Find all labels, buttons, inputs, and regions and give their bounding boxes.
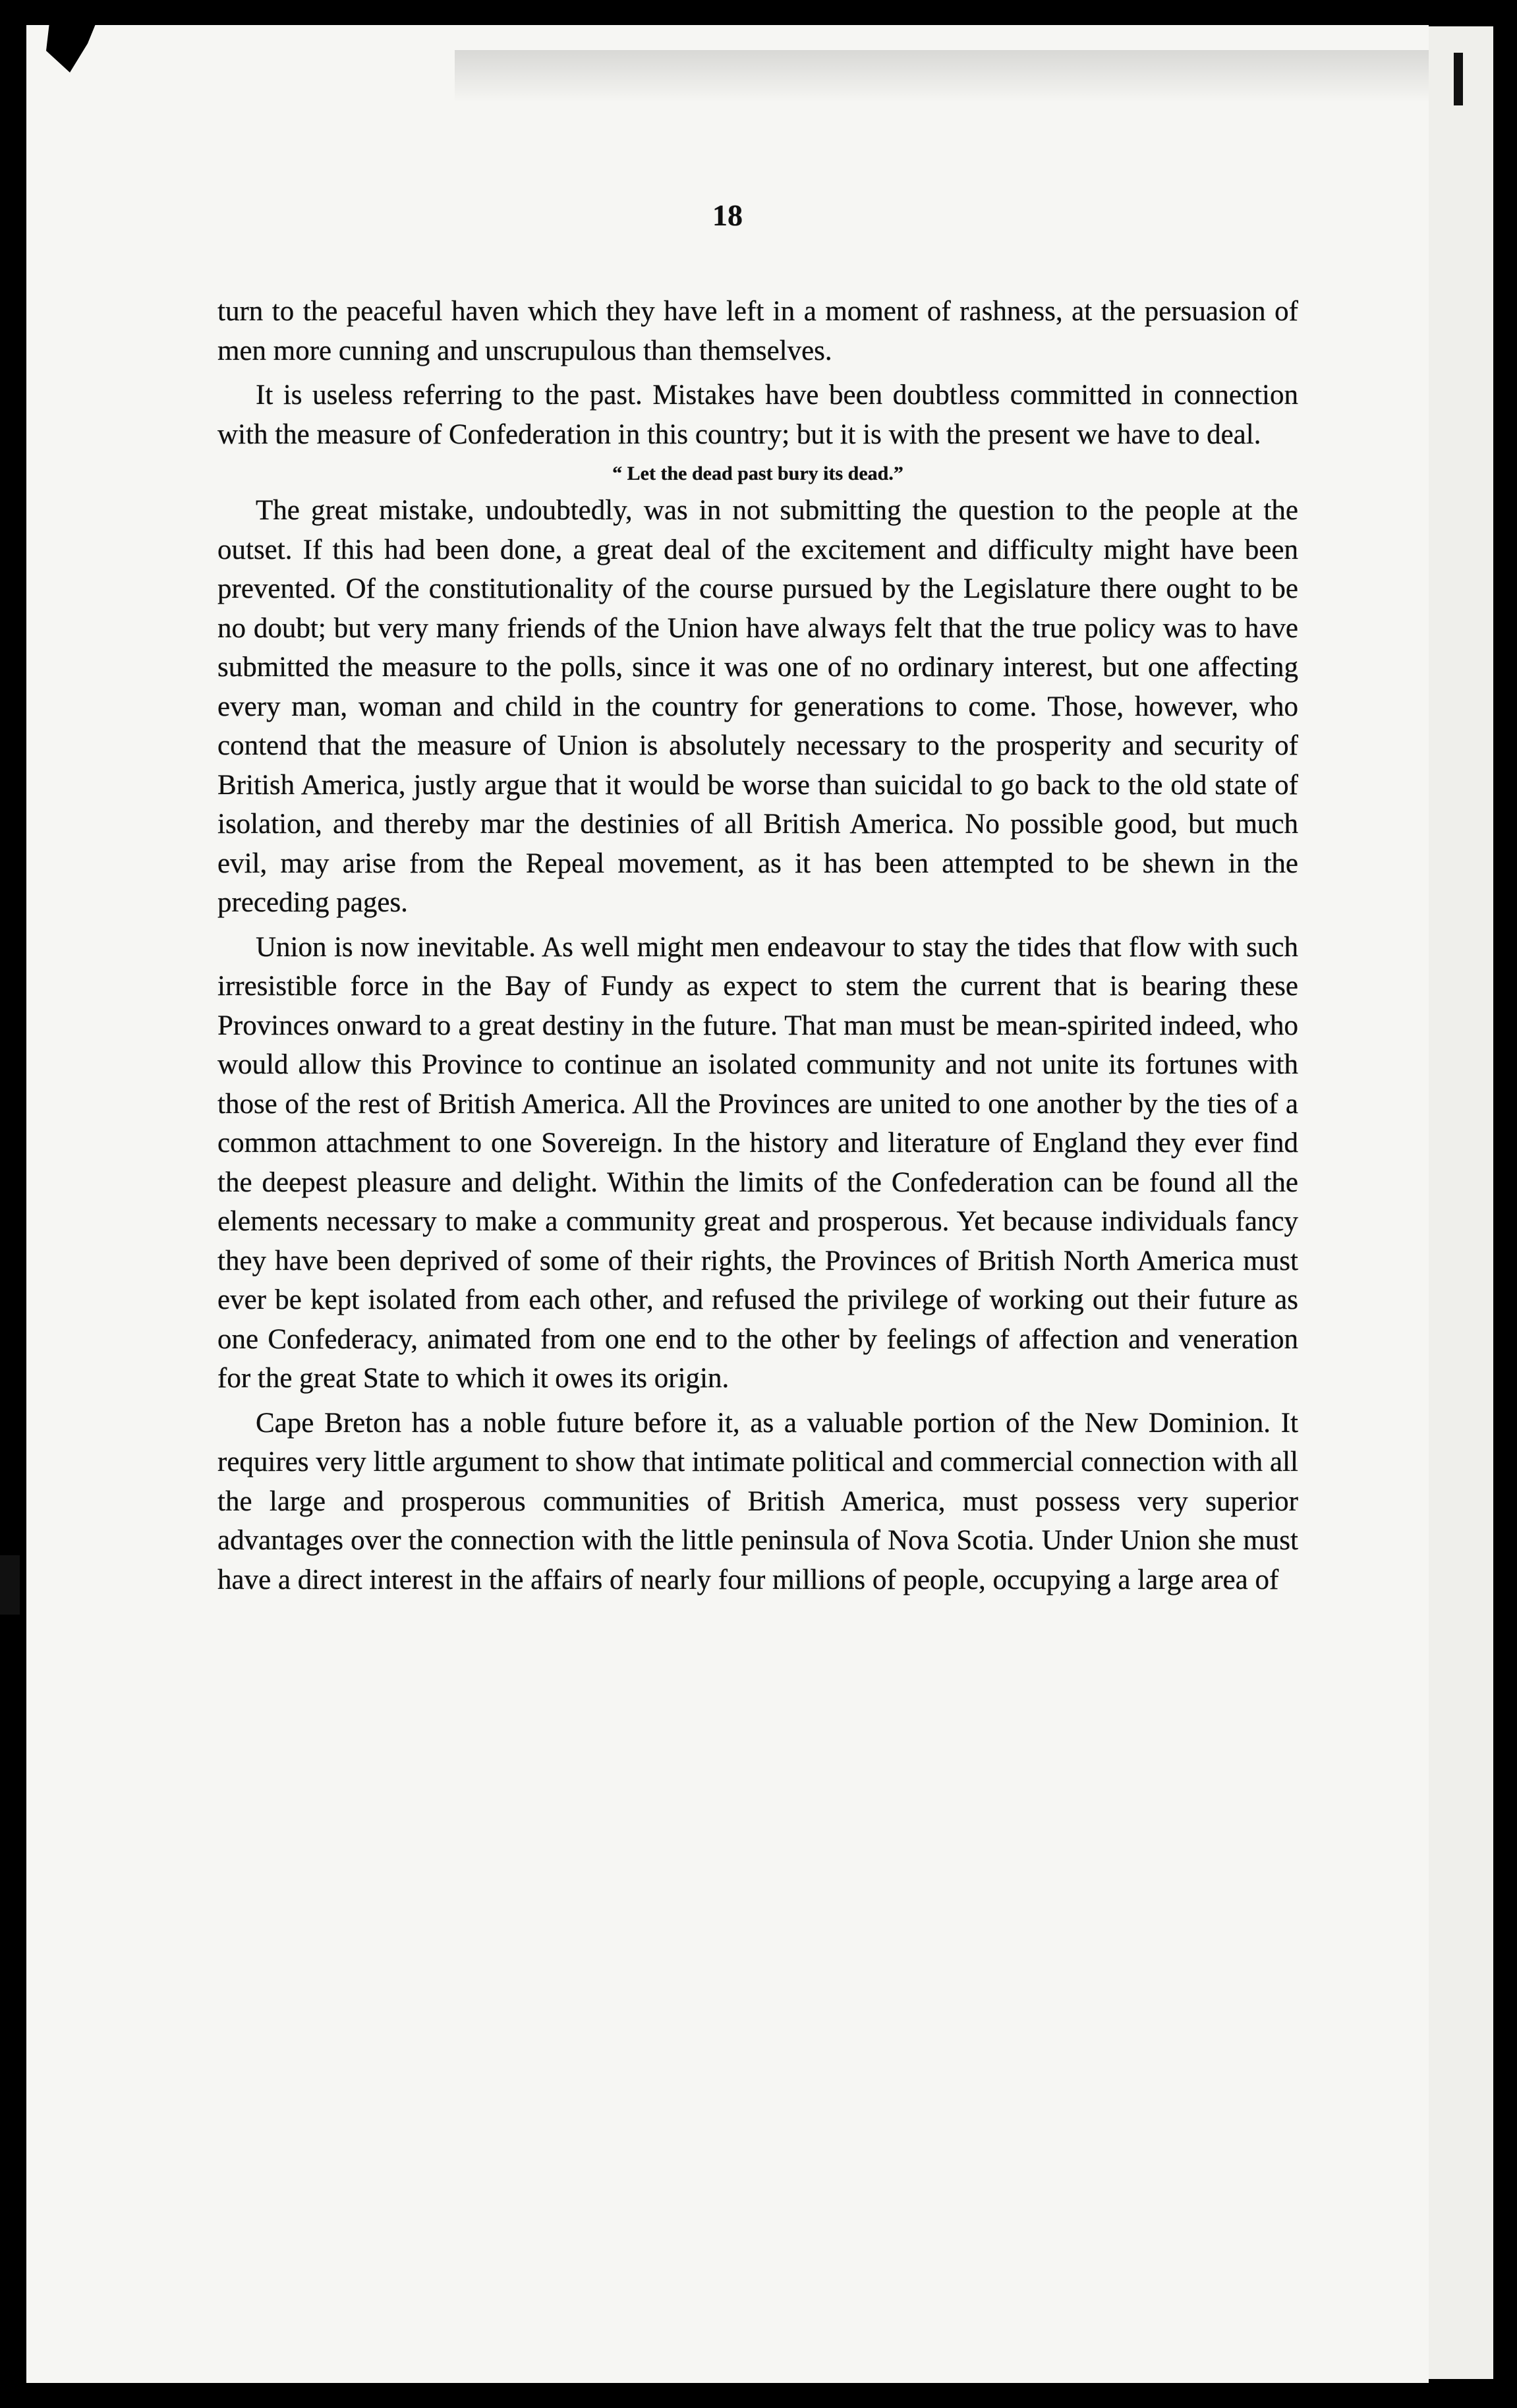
page-fold-shadow (455, 50, 1429, 103)
binding-mark-left (0, 1555, 20, 1615)
page-number: 18 (712, 198, 743, 232)
quotation: “ Let the dead past bury its dead.” (612, 463, 903, 484)
paragraph-great-mistake: The great mistake, undoubtedly, was in not submitting the question to the people at the outset. If this had been done, a great deal of the excitement and difficulty might have been prevented. Of the constitutionality of the course pursued by the Legislature there ought to be no doubt; but very many friends of the Union have always felt that the true policy was to have submitted the measure to the polls, since it was one of no ordinary interest, but one affecting every man, woman and child in the country for generations to come. Those, however, who contend that the measure of Union is absolutely necessary to the prosperity and security of British America, justly argue that it would be worse than suicidal to go back to the old state of isolation, and thereby mar the destinies of all British America. No possible good, but much evil, may arise from the Repeal movement, as it has been attempted to be shewn in the preceding pages. (217, 495, 1298, 918)
binding-mark-right (1454, 53, 1463, 105)
paragraph-continued: turn to the peaceful haven which they have left in a moment of rashness, at the persuasion of men more cunning and unscrupulous than themselves. (217, 296, 1298, 366)
body-text (217, 292, 1298, 1605)
paragraph-union-inevitable: Union is now inevitable. As well might men endeavour to stay the tides that flow with such irresistible force in the Bay of Fundy as expect to stem the current that is bearing these Provinces onward to a great destiny in the future. That man must be mean-spirited indeed, who would allow this Province to continue an isolated community and not unite its fortunes with those of the rest of British America. All the Provinces are united to one another by the ties of a common attachment to one Sovereign. In the history and literature of England they ever find the deepest pleasure and delight. Within the limits of the Confederation can be found all the elements necessary to make a community great and prosperous. Yet because individuals fancy they have been deprived of some of their rights, the Provinces of British North America must ever be kept isolated from each other, and refused the privilege of working out their future as one Confederacy, animated from one end to the other by feelings of affection and veneration for the great State to which it owes its origin. (217, 931, 1298, 1394)
document-page (26, 25, 1429, 2383)
paragraph-past: It is useless referring to the past. Mistakes have been doubtless committed in connection with the measure of Confederation in this country; but it is with the present we have to deal. (217, 380, 1298, 450)
paragraph-cape-breton: Cape Breton has a noble future before it, as a valuable portion of the New Dominion. It requires very little argument to show that intimate political and commercial connection with all the large and prosperous communities of British America, must possess very superior advantages over the connection with the little peninsula of Nova Scotia. Under Union she must have a direct interest in the affairs of nearly four millions of people, occupying a large area of (217, 1407, 1298, 1595)
